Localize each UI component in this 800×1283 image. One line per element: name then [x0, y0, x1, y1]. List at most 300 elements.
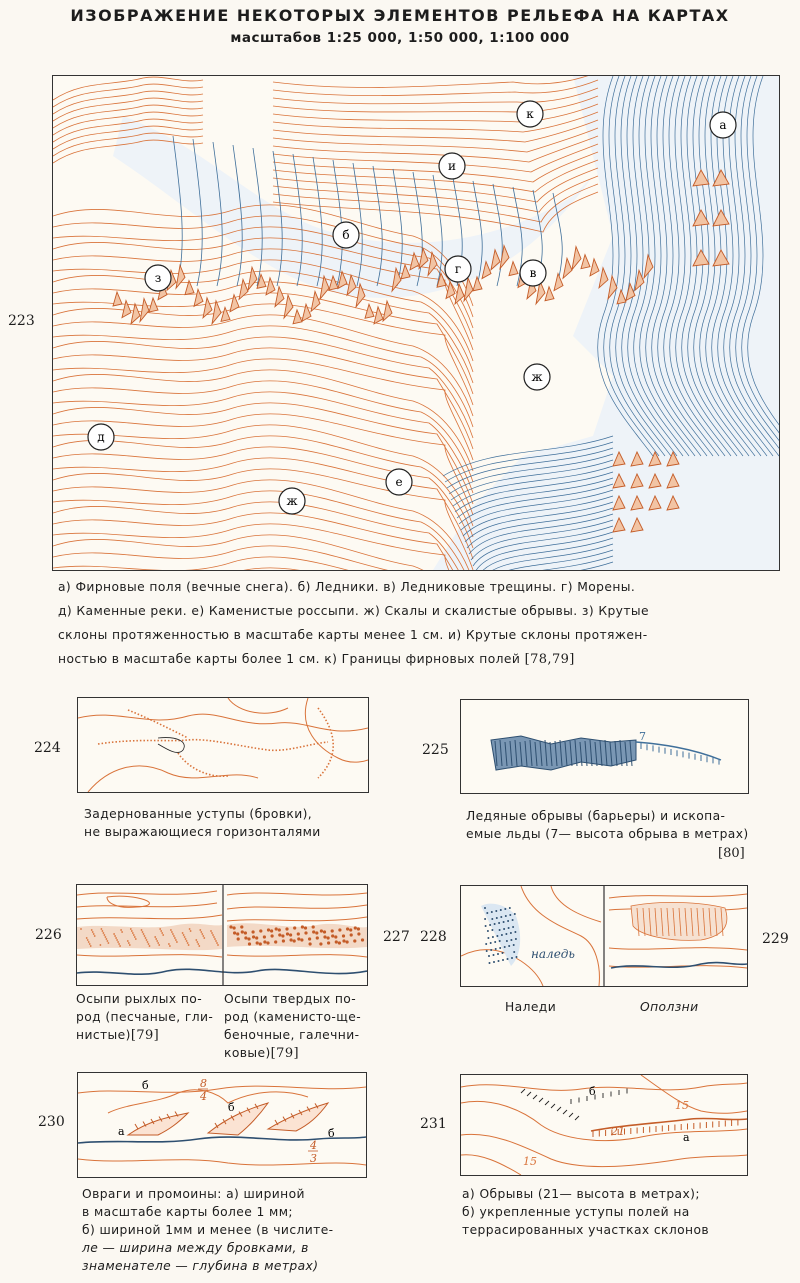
- icing-dot: [514, 913, 516, 915]
- figure-230-caption: [82, 1185, 334, 1275]
- reference-bracket: [80]: [718, 846, 745, 861]
- caption-line: нистые)[79]: [76, 1028, 160, 1043]
- rock-cliff-mark: [590, 259, 599, 276]
- scree-stone: [300, 938, 303, 941]
- rock-cliff-mark: [311, 291, 320, 311]
- scree-stone: [320, 929, 323, 932]
- rock-cliff-mark: [239, 279, 248, 299]
- icing-dot: [490, 949, 492, 951]
- rock-cliff-mark: [194, 289, 203, 306]
- cliffs-terraces-map: [461, 1075, 747, 1175]
- icing-dot: [501, 934, 503, 936]
- terrace-tick: [551, 1104, 555, 1108]
- caption-line: ковые)[79]: [224, 1046, 299, 1061]
- icing-dot: [500, 916, 502, 918]
- scree-dot: [187, 942, 189, 944]
- contour-line: [273, 120, 598, 142]
- scree-dot: [146, 939, 148, 941]
- rock-cliff-mark: [545, 287, 554, 301]
- scree-stone: [361, 938, 364, 941]
- rock-cliff-mark: [563, 258, 572, 278]
- scree-stone: [233, 926, 236, 929]
- cliff-height-label: 21: [611, 1125, 625, 1138]
- scree-dot: [196, 941, 198, 943]
- scree-stone: [241, 930, 244, 933]
- icing-dot: [499, 929, 501, 931]
- scree-stone: [312, 930, 315, 933]
- icing-dot: [504, 946, 506, 948]
- scree-stone: [282, 939, 285, 942]
- rock-cliff-mark: [149, 298, 158, 312]
- rock-cliff-mark: [140, 299, 149, 322]
- map-point-marker: [88, 424, 114, 450]
- scree-dot: [144, 935, 146, 937]
- map-point-marker: [445, 256, 471, 282]
- scree-dot: [171, 931, 173, 933]
- icing-dot: [489, 924, 491, 926]
- caption-line: в масштабе карты более 1 мм;: [82, 1205, 293, 1219]
- scree-dot: [116, 939, 118, 941]
- icing-dot: [487, 937, 489, 939]
- scree-stone: [323, 935, 326, 938]
- contour-line: [273, 104, 598, 122]
- scree-stone: [274, 940, 277, 943]
- terrace-tick: [545, 1101, 549, 1105]
- map-point-label: б: [342, 228, 350, 242]
- scree-stone: [247, 937, 250, 940]
- contour-line: [53, 480, 473, 570]
- icing-dot: [502, 952, 504, 954]
- icing-dot: [515, 938, 517, 940]
- scree-stone: [263, 935, 266, 938]
- scree-stone: [275, 927, 278, 930]
- ice-cliffs-map: [461, 700, 748, 793]
- scree-dot: [156, 940, 158, 942]
- icing-dot: [508, 945, 510, 947]
- icing-dot: [502, 959, 504, 961]
- contour-label-2: 15: [523, 1155, 537, 1168]
- map-point-marker: [524, 364, 550, 390]
- figure-223-caption: [58, 578, 798, 669]
- contour-line: [53, 568, 473, 570]
- caption-line: а) Фирновые поля (вечные снега). б) Ледники. в) Ледниковые трещины. г) Морены.: [58, 580, 636, 594]
- scree-stone: [270, 929, 273, 932]
- map-point-label: в: [529, 266, 537, 280]
- scree-dot: [213, 936, 215, 938]
- icing-dot: [500, 909, 502, 911]
- icing-dot: [503, 921, 505, 923]
- scree-dot: [175, 939, 177, 941]
- icing-dot: [507, 958, 509, 960]
- scree-dot: [197, 943, 199, 945]
- map-point-marker: [517, 101, 543, 127]
- scree-dot: [186, 940, 188, 942]
- caption-line: Овраги и промоины: а) шириной: [82, 1187, 305, 1201]
- scree-dot: [135, 938, 137, 940]
- figure-226-caption: [76, 990, 226, 1045]
- scree-stone: [331, 934, 334, 937]
- figure-number-224: 224: [34, 740, 61, 756]
- terrace-tick: [533, 1095, 537, 1099]
- icing-dot: [492, 936, 494, 938]
- terrace-tick: [563, 1110, 567, 1114]
- scree-stone: [342, 939, 345, 942]
- scree-dot: [106, 938, 108, 940]
- figure-number-231: 231: [420, 1116, 447, 1132]
- ravines-map: [78, 1073, 366, 1177]
- map-point-marker: [145, 265, 171, 291]
- figure-number-226: 226: [35, 927, 62, 943]
- scree-dot: [160, 930, 162, 932]
- caption-line: б) укрепленные уступы полей на: [462, 1205, 690, 1219]
- rock-cliff-mark: [131, 304, 140, 324]
- caption-line: род (песчаные, гли-: [76, 1010, 214, 1024]
- contour-line: [273, 128, 598, 152]
- terrace-label-b: б: [589, 1085, 596, 1098]
- icing-dot: [513, 951, 515, 953]
- icing-dot: [504, 908, 506, 910]
- figure-225-map: [460, 699, 749, 794]
- icing-dot: [497, 953, 499, 955]
- contour-line: [53, 447, 473, 548]
- caption-line: склоны протяженностью в масштабе карты менее 1 см. и) Крутые склоны протяжен-: [58, 628, 648, 642]
- scree-dot: [86, 937, 88, 939]
- caption-line: знаменателе — глубина в метрах): [82, 1259, 319, 1273]
- icing-dot: [493, 961, 495, 963]
- scree-stone: [233, 931, 236, 934]
- scree-maps: [77, 885, 367, 985]
- icing-dot: [485, 925, 487, 927]
- scree-dot: [210, 930, 212, 932]
- reference-bracket: [78,79]: [524, 652, 575, 667]
- map-point-marker: [439, 153, 465, 179]
- icing-dot: [498, 922, 500, 924]
- scree-dot: [102, 930, 104, 932]
- cliff-label-a: а: [683, 1131, 690, 1144]
- scree-stone: [297, 937, 300, 940]
- scree-dot: [161, 932, 163, 934]
- rock-cliff-mark: [572, 247, 581, 270]
- contour-line: [53, 524, 473, 570]
- scree-dot: [172, 933, 174, 935]
- scree-stone: [309, 942, 312, 945]
- icing-dot: [506, 940, 508, 942]
- scree-stone: [304, 926, 307, 929]
- scree-stone: [312, 925, 315, 928]
- caption-line: емые льды (7— высота обрыва в метрах): [466, 827, 749, 841]
- contour-line: [53, 381, 473, 482]
- icing-dot: [514, 931, 516, 933]
- scree-stone: [263, 940, 266, 943]
- contour-label-1: 15: [675, 1099, 689, 1112]
- terrace-tick: [575, 1116, 579, 1120]
- icing-dot: [487, 930, 489, 932]
- scree-stone: [331, 929, 334, 932]
- scree-dot: [183, 934, 185, 936]
- scree-dot: [157, 942, 159, 944]
- terrace-tick: [521, 1089, 525, 1093]
- contour-line: [53, 414, 473, 515]
- scree-dot: [211, 932, 213, 934]
- caption-line: Осыпи твердых по-: [224, 992, 357, 1006]
- scree-stone: [357, 932, 360, 935]
- scree-dot: [173, 935, 175, 937]
- rock-cliff-mark: [230, 295, 239, 312]
- scree-dot: [142, 931, 144, 933]
- figure-224-map: [77, 697, 369, 793]
- caption-line: а) Обрывы (21— высота в метрах);: [462, 1187, 700, 1201]
- scree-stone: [255, 936, 258, 939]
- scree-dot: [158, 944, 160, 946]
- icing-landslide-maps: [461, 886, 747, 986]
- icing-dot: [498, 960, 500, 962]
- contour-line: [53, 293, 473, 394]
- scree-dot: [131, 930, 133, 932]
- map-point-marker: [333, 222, 359, 248]
- icing-dot: [489, 962, 491, 964]
- scree-stone: [259, 942, 262, 945]
- contour-line: [273, 144, 598, 172]
- icing-dot: [511, 957, 513, 959]
- scree-stone: [229, 925, 232, 928]
- scree-stone: [338, 941, 341, 944]
- scree-dot: [185, 938, 187, 940]
- caption-line: ле — ширина между бровками, в: [82, 1241, 309, 1255]
- scree-dot: [100, 944, 102, 946]
- scree-dot: [168, 943, 170, 945]
- ravine-width-2: 4: [310, 1139, 317, 1152]
- scree-stone: [327, 941, 330, 944]
- icing-dot: [503, 928, 505, 930]
- scree-stone: [290, 938, 293, 941]
- scree-stone: [319, 942, 322, 945]
- scree-dot: [143, 933, 145, 935]
- icing-dot: [494, 941, 496, 943]
- scree-dot: [92, 931, 94, 933]
- scree-dot: [199, 929, 201, 931]
- icing-dot: [508, 927, 510, 929]
- icing-dot: [486, 950, 488, 952]
- scree-dot: [117, 941, 119, 943]
- figure-228-caption: Наледи: [505, 1000, 557, 1014]
- scree-dot: [133, 934, 135, 936]
- icing-dot: [516, 956, 518, 958]
- scree-dot: [103, 932, 105, 934]
- figure-number-228: 228: [420, 929, 447, 945]
- map-point-label: д: [97, 430, 105, 444]
- figure-number-223: 223: [8, 313, 35, 329]
- figure-number-229: 229: [762, 931, 789, 947]
- scree-stone: [240, 925, 243, 928]
- rock-cliff-mark: [581, 255, 590, 269]
- scree-dot: [215, 940, 217, 942]
- contour-line: [53, 458, 473, 559]
- scree-dot: [104, 934, 106, 936]
- scree-dot: [108, 942, 110, 944]
- icing-dot: [493, 954, 495, 956]
- icing-dot: [505, 915, 507, 917]
- rock-cliff-mark: [248, 267, 257, 290]
- scree-stone: [297, 932, 300, 935]
- contour-line: [273, 80, 598, 96]
- icing-dot: [494, 923, 496, 925]
- scree-dot: [130, 928, 132, 930]
- scree-stone: [349, 928, 352, 931]
- icing-dot: [491, 929, 493, 931]
- contour-line: [273, 88, 598, 104]
- scree-dot: [200, 931, 202, 933]
- rock-cliff-mark: [554, 274, 563, 291]
- figure-230-map: [77, 1072, 367, 1178]
- rock-cliff-mark: [455, 284, 464, 304]
- icing-dot: [488, 955, 490, 957]
- scree-dot: [162, 934, 164, 936]
- scree-dot: [119, 945, 121, 947]
- figure-227-caption: [224, 990, 374, 1063]
- caption-line: б) шириной 1мм и менее (в числите-: [82, 1223, 334, 1237]
- icing-dot: [513, 944, 515, 946]
- caption-line: Задернованные уступы (бровки),: [84, 807, 313, 821]
- contour-line: [53, 337, 473, 438]
- reference-bracket: [79]: [130, 1028, 160, 1043]
- scree-dot: [198, 945, 200, 947]
- map-point-marker: [386, 469, 412, 495]
- icing-dot: [510, 939, 512, 941]
- scree-dot: [148, 943, 150, 945]
- scree-stone: [237, 937, 240, 940]
- scree-dot: [155, 938, 157, 940]
- map-point-marker: [279, 488, 305, 514]
- contour-line: [53, 502, 473, 570]
- scree-dot: [129, 944, 131, 946]
- scree-dot: [217, 944, 219, 946]
- caption-line: беночные, галечни-: [224, 1028, 360, 1042]
- scree-stone: [244, 931, 247, 934]
- caption-line: Ледяные обрывы (барьеры) и ископа-: [466, 809, 726, 823]
- scree-stone: [346, 940, 349, 943]
- scree-stone: [334, 935, 337, 938]
- scree-stone: [338, 928, 341, 931]
- scree-dot: [107, 940, 109, 942]
- map-point-label: и: [448, 159, 456, 173]
- ravine-depth-1: 4: [200, 1090, 207, 1103]
- scree-dot: [154, 936, 156, 938]
- icing-dot: [495, 910, 497, 912]
- contour-line: [53, 513, 473, 570]
- scree-dot: [134, 936, 136, 938]
- scree-dot: [182, 932, 184, 934]
- scree-stone: [286, 932, 289, 935]
- scree-dot: [88, 941, 90, 943]
- scree-stone: [342, 934, 345, 937]
- figure-223-map: [52, 75, 780, 571]
- icing-dot: [510, 932, 512, 934]
- contour-line: [53, 491, 473, 570]
- scree-dot: [174, 937, 176, 939]
- map-point-label: ж: [531, 370, 543, 384]
- scree-dot: [105, 936, 107, 938]
- icing-label: наледь: [531, 947, 575, 961]
- scree-dot: [132, 932, 134, 934]
- scree-dot: [189, 928, 191, 930]
- scree-dot: [216, 942, 218, 944]
- contour-line: [273, 76, 598, 87]
- rock-cliff-mark: [374, 307, 383, 324]
- map-point-label: ж: [286, 494, 298, 508]
- map-point-label: з: [154, 271, 162, 285]
- scree-dot: [113, 933, 115, 935]
- ravine-depth-2: 3: [310, 1152, 317, 1165]
- scree-dot: [89, 943, 91, 945]
- scree-stone: [350, 933, 353, 936]
- caption-line: род (каменисто-ще-: [224, 1010, 362, 1024]
- map-point-marker: [710, 112, 736, 138]
- icing-dot: [485, 943, 487, 945]
- scree-dot: [127, 940, 129, 942]
- page-subtitle: масштабов 1:25 000, 1:50 000, 1:100 000: [230, 30, 570, 46]
- scree-dot: [128, 942, 130, 944]
- terrace-tick: [569, 1113, 573, 1117]
- ravine-label-b1: б: [142, 1079, 149, 1092]
- cliff-height-label: 7: [639, 730, 646, 743]
- scree-stone: [346, 927, 349, 930]
- scree-stone: [293, 939, 296, 942]
- figure-231-caption: [462, 1185, 709, 1239]
- contour-line: [53, 359, 473, 460]
- scree-stone: [259, 929, 262, 932]
- scree-dot: [101, 928, 103, 930]
- icing-dot: [484, 907, 486, 909]
- scree-stone: [289, 933, 292, 936]
- scree-stone: [244, 936, 247, 939]
- icing-dot: [499, 940, 501, 942]
- rock-cliff-mark: [266, 278, 275, 295]
- ravine-label-a: а: [118, 1125, 125, 1138]
- caption-line: террасированных участках склонов: [462, 1223, 710, 1237]
- ravine-label-b3: б: [328, 1127, 335, 1140]
- icing-dot: [491, 918, 493, 920]
- rock-cliff-mark: [275, 287, 284, 307]
- ravine-label-b2: б: [228, 1101, 235, 1114]
- contour-line: [273, 152, 598, 182]
- scree-stone: [354, 926, 357, 929]
- scree-stone: [236, 932, 239, 935]
- rock-cliff-mark: [122, 301, 131, 318]
- scree-dot: [159, 928, 161, 930]
- icing-dot: [491, 911, 493, 913]
- scree-dot: [201, 933, 203, 935]
- contour-line: [273, 96, 598, 112]
- scree-dot: [149, 945, 151, 947]
- icing-dot: [509, 907, 511, 909]
- scree-stone: [278, 928, 281, 931]
- page-title: ИЗОБРАЖЕНИЕ НЕКОТОРЫХ ЭЛЕМЕНТОВ РЕЛЬЕФА НА КАРТАХ: [70, 6, 730, 25]
- icing-dot: [490, 942, 492, 944]
- terrace-tick: [527, 1092, 531, 1096]
- icing-dot: [505, 933, 507, 935]
- scree-dot: [90, 945, 92, 947]
- scree-dot: [121, 931, 123, 933]
- scree-stone: [304, 931, 307, 934]
- icing-dot: [496, 935, 498, 937]
- scree-dot: [212, 934, 214, 936]
- rock-cliff-mark: [212, 301, 221, 324]
- icing-dot: [512, 926, 514, 928]
- figure-231-map: [460, 1074, 748, 1176]
- scree-stone: [248, 942, 251, 945]
- caption-line: д) Каменные реки. е) Каменистые россыпи. ж) Скалы и скалистые обрывы. з) Крутые: [58, 604, 649, 618]
- rock-cliff-mark: [113, 292, 122, 306]
